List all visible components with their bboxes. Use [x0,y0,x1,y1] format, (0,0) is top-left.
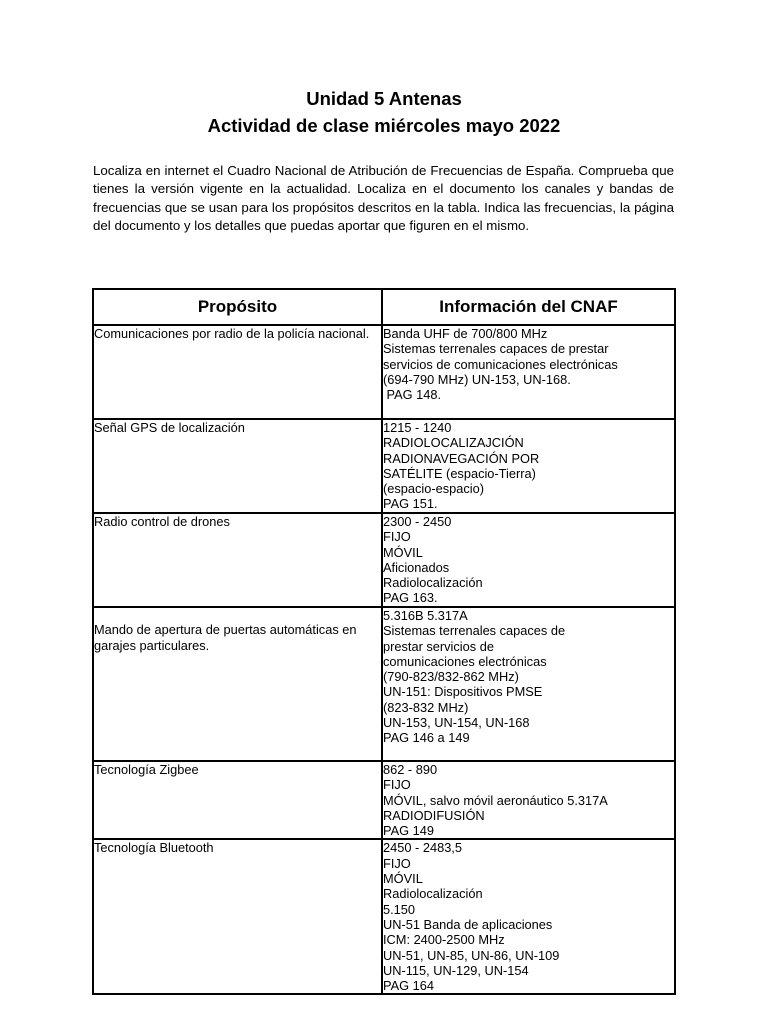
info-line: ICM: 2400-2500 MHz [383,932,505,948]
info-cell [382,419,675,513]
info-line: PAG 151. [383,496,438,512]
info-line: RADIODIFUSIÓN [383,807,485,823]
document-title: Unidad 5 Antenas [306,88,462,109]
info-line: 5.316B 5.317A [383,608,468,623]
intro-text: Localiza en internet el Cuadro Nacional de Atribución de Frecuencias de España. Comprueba que tienes la versión vigente en la actualidad. Localiza en el documento los canales y bandas de frecuencias que se usan para los propósitos descritos en la tabla. Indica las frecuencias, la página del documento y los detalles que puedas aportar que figuren en el mismo. [93,163,674,234]
info-line: Sistemas terrenales capaces de [383,623,566,639]
info-line: Radiolocalización [383,886,483,902]
info-line: (694-790 MHz) UN-153, UN-168. [383,371,571,387]
info-line: UN-51, UN-85, UN-86, UN-109 [383,947,560,963]
info-cell [382,761,675,839]
intro-paragraph [93,162,674,236]
table-row [93,839,675,994]
info-line: 2300 - 2450 [383,514,452,529]
info-line: PAG 163. [383,590,438,606]
header-informacion-cnaf: Información del CNAF [382,289,675,325]
cnaf-table [92,288,676,995]
info-line: 1215 - 1240 [383,420,452,435]
table-row [93,325,675,419]
table-header-row [93,289,675,325]
header-proposito: Propósito [93,289,382,325]
info-line: FIJO [383,777,411,793]
table-row [93,607,675,761]
info-line: PAG 148. [383,387,442,403]
purpose-cell: Señal GPS de localización [93,419,382,513]
info-line: (espacio-espacio) [383,481,485,497]
info-line: (790-823/832-862 MHz) [383,669,519,685]
info-cell [382,325,675,419]
info-line: Banda UHF de 700/800 MHz [383,326,548,341]
info-line: Aficionados [383,559,450,575]
info-line: PAG 146 a 149 [383,730,470,746]
info-line: (823-832 MHz) [383,699,469,715]
info-line: SATÉLITE (espacio-Tierra) [383,465,536,481]
info-line: RADIONAVEGACIÓN POR [383,450,540,466]
info-line: MÓVIL, salvo móvil aeronáutico 5.317A [383,792,608,808]
table-row [93,513,675,607]
info-line: prestar servicios de [383,638,494,654]
info-line: Radiolocalización [383,575,483,591]
info-line: comunicaciones electrónicas [383,653,547,669]
info-line: FIJO [383,855,411,871]
purpose-cell: Tecnología Zigbee [93,761,382,839]
purpose-cell: Comunicaciones por radio de la policía nacional. [93,325,382,419]
info-line: 862 - 890 [383,762,438,777]
info-cell [382,839,675,994]
info-line: UN-153, UN-154, UN-168 [383,715,530,731]
info-line: MÓVIL [383,544,423,560]
info-cell [382,607,675,761]
purpose-cell: Tecnología Bluetooth [93,839,382,994]
info-line: UN-115, UN-129, UN-154 [383,962,529,978]
info-line: servicios de comunicaciones electrónicas [383,356,618,372]
info-line: 5.150 [383,901,416,917]
info-line: UN-51 Banda de aplicaciones [383,916,553,932]
table-row [93,419,675,513]
info-line: UN-151: Dispositivos PMSE [383,684,543,700]
info-line: RADIOLOCALIZAJCIÓN [383,435,524,451]
document-subtitle: Actividad de clase miércoles mayo 2022 [207,115,561,136]
info-line: 2450 - 2483,5 [383,840,462,856]
table-row [93,761,675,839]
info-line: MÓVIL [383,871,423,887]
info-cell [382,513,675,607]
purpose-cell: Radio control de drones [93,513,382,607]
info-line: PAG 164 [383,978,434,994]
info-line: PAG 149 [383,823,434,839]
purpose-cell: Mando de apertura de puertas automáticas en garajes particulares. [93,607,382,761]
info-line: FIJO [383,529,411,545]
info-line: Sistemas terrenales capaces de prestar [383,341,609,357]
